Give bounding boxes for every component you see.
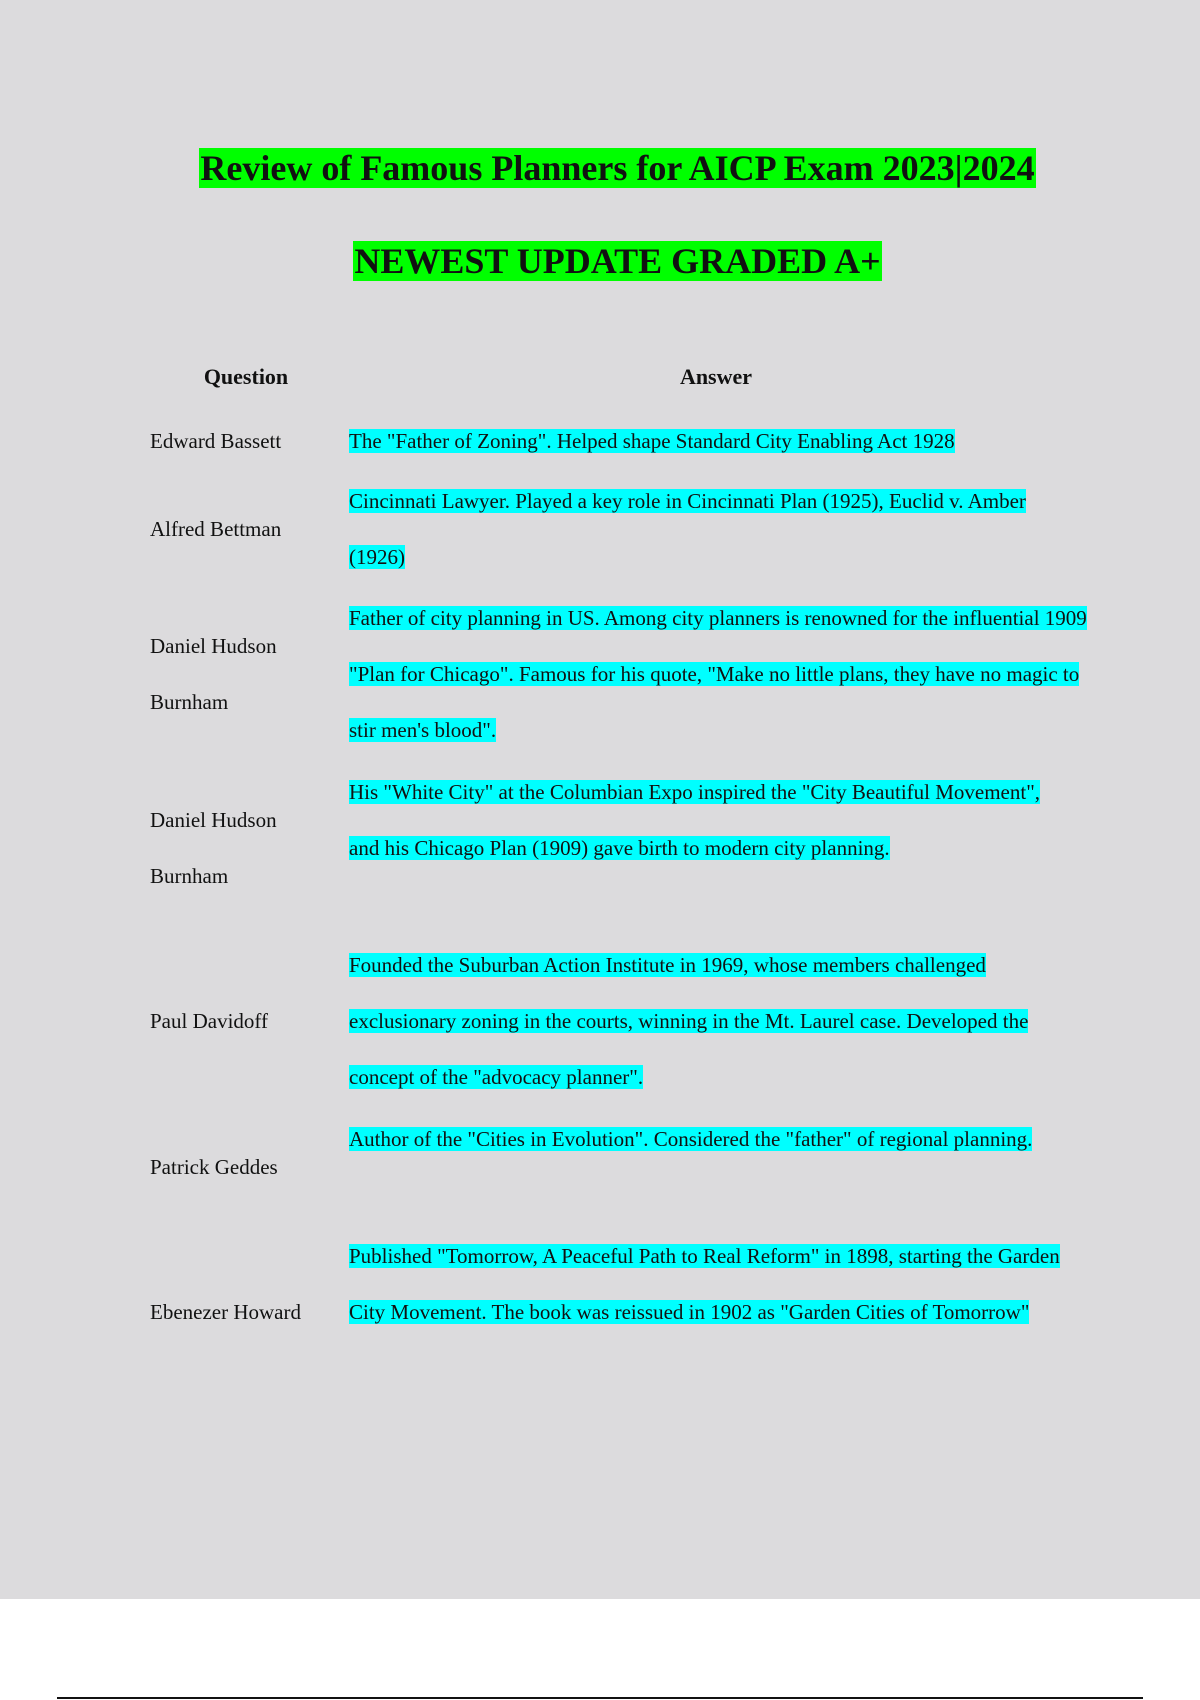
answer-cell: [349, 473, 1085, 585]
document-subtitle: [0, 238, 1200, 284]
footer-divider: [57, 1697, 1143, 1699]
document-title: [0, 145, 1200, 191]
answer-text: Founded the Suburban Action Institute in 1969, whose members challenged exclusionary zoning in the courts, winning in the Mt. Laurel case. Developed the concept of the "advocacy planner".: [349, 953, 1029, 1089]
answer-text: Author of the "Cities in Evolution". Considered the "father" of regional planning.: [349, 1127, 1033, 1151]
answer-cell: [349, 1111, 1089, 1167]
document-title-text: Review of Famous Planners for AICP Exam 2023|2024: [200, 148, 1035, 188]
table-row: [0, 590, 1200, 758]
answer-text: His "White City" at the Columbian Expo inspired the "City Beautiful Movement", and his Chicago Plan (1909) gave birth to modern city planning.: [349, 780, 1041, 860]
answer-cell: [349, 413, 1119, 469]
question-cell: Daniel Hudson Burnham: [150, 808, 277, 888]
answer-text: Published "Tomorrow, A Peaceful Path to Real Reform" in 1898, starting the Garden City Movement. The book was reissued in 1902 as "Garden Cities of Tomorrow": [349, 1244, 1060, 1324]
table-row: [0, 764, 1200, 932]
answer-cell: [349, 764, 1049, 876]
table-row: [0, 413, 1200, 469]
question-cell: Paul Davidoff: [150, 1009, 269, 1033]
question-cell: Alfred Bettman: [150, 517, 282, 541]
table-row: [0, 937, 1200, 1105]
answer-cell: [349, 1228, 1089, 1340]
question-cell: Ebenezer Howard: [150, 1300, 301, 1324]
answer-text: Cincinnati Lawyer. Played a key role in Cincinnati Plan (1925), Euclid v. Amber (1926): [349, 489, 1026, 569]
table-row: [0, 1228, 1200, 1396]
answer-text: Father of city planning in US. Among city planners is renowned for the influential 1909 "Plan for Chicago". Famous for his quote, "Make no little plans, they have no magic to stir men's blood".: [349, 606, 1087, 742]
answer-column-header: Answer: [679, 364, 753, 389]
answer-text: The "Father of Zoning". Helped shape Standard City Enabling Act 1928: [349, 429, 955, 453]
answer-cell: [349, 590, 1094, 758]
document-subtitle-text: NEWEST UPDATE GRADED A+: [354, 241, 881, 281]
question-cell: Edward Bassett: [150, 429, 282, 453]
question-cell: Daniel Hudson Burnham: [150, 634, 277, 714]
answer-cell: [349, 937, 1055, 1105]
question-column-header: Question: [203, 364, 289, 389]
table-row: [0, 1111, 1200, 1223]
question-cell: Patrick Geddes: [150, 1155, 278, 1179]
table-row: [0, 473, 1200, 585]
